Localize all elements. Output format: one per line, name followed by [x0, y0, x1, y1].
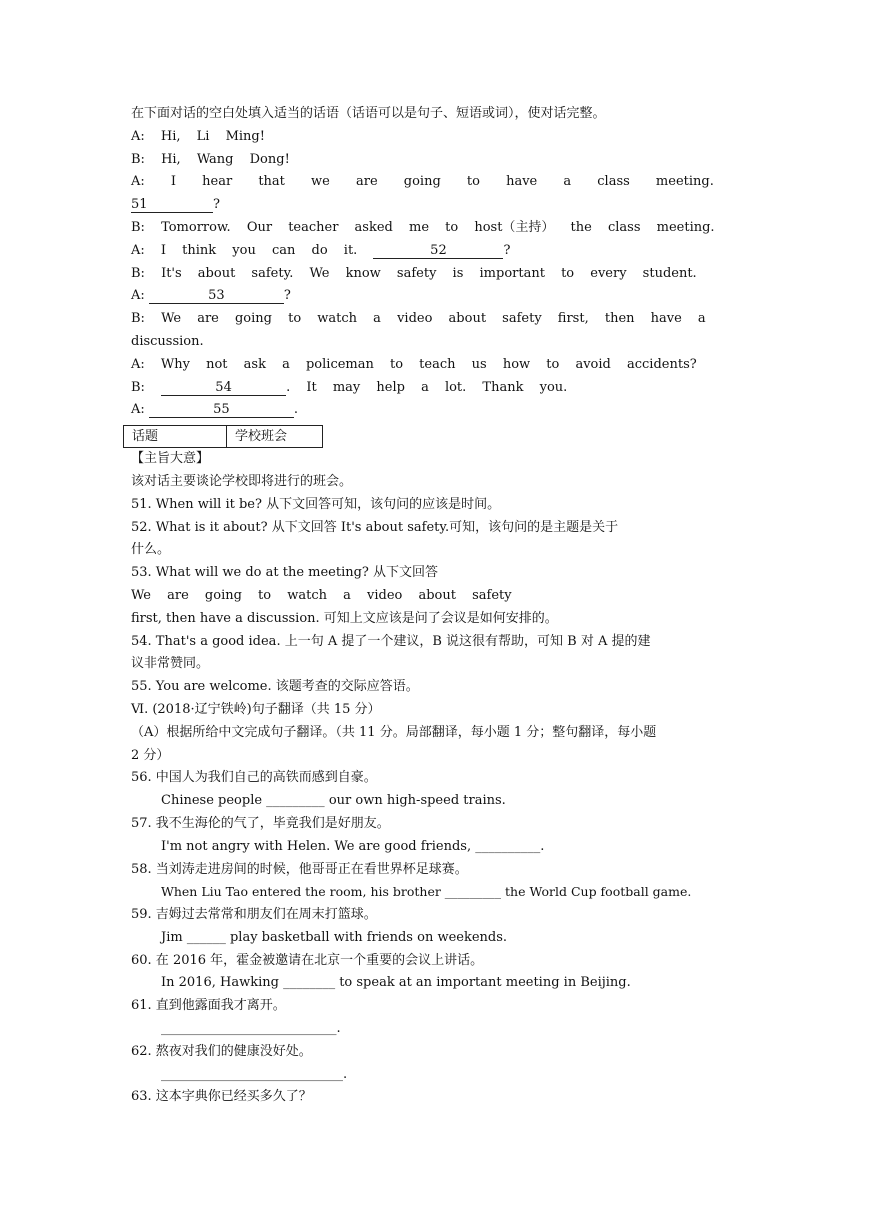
answer-52-cont: 什么。 — [131, 542, 171, 558]
question-62-en: ____________________________. — [161, 1066, 348, 1082]
dialog-line: B: It's about safety. We know safety is important to every student. — [131, 265, 697, 281]
question-57-en: I'm not angry with Helen. We are good friends, __________. — [161, 838, 545, 854]
blank-52: 52 — [373, 243, 503, 259]
dialog-line: A: Hi, Li Ming! — [131, 128, 265, 144]
question-58-en: When Liu Tao entered the room, his brother _________ the World Cup football game. — [161, 884, 692, 900]
dialog-text: A: I think you can do it. — [131, 242, 358, 258]
dialog-line: B: Tomorrow. Our teacher asked me to host（主持） the class meeting. — [131, 219, 715, 235]
question-59-en: Jim ______ play basketball with friends on weekends. — [161, 929, 508, 945]
answer-55: 55. You are welcome. 该题考查的交际应答语。 — [131, 679, 419, 695]
question-60-cn: 60. 在 2016 年，霍金被邀请在北京一个重要的会议上讲话。 — [131, 952, 484, 968]
dialog-line — [131, 194, 741, 217]
topic-table — [123, 425, 323, 448]
blank-55: 55 — [149, 402, 294, 418]
blank-53: 53 — [149, 288, 284, 304]
dialog-line — [131, 285, 741, 308]
topic-label: 话题 — [124, 426, 227, 447]
answer-53: 53. What will we do at the meeting? 从下文回答 — [131, 565, 439, 581]
dialog-line: discussion. — [131, 333, 204, 349]
dialog-line: B: Hi, Wang Dong! — [131, 151, 290, 167]
analysis-heading: 【主旨大意】 — [131, 451, 210, 467]
instruction: 在下面对话的空白处填入适当的话语（话语可以是句子、短语或词），使对话完整。 — [131, 106, 606, 121]
dialog-line — [131, 377, 741, 400]
dialog-line: A: I hear that we are going to have a class meeting. — [131, 174, 714, 190]
dialog-text: B: — [131, 379, 145, 395]
question-61-cn: 61. 直到他露面我才离开。 — [131, 998, 286, 1014]
section-title: Ⅵ. (2018·辽宁铁岭)句子翻译（共 15 分） — [131, 701, 381, 717]
question-56-cn: 56. 中国人为我们自己的高铁而感到自豪。 — [131, 770, 377, 786]
section-instruction-cont: 2 分） — [131, 747, 170, 763]
topic-value: 学校班会 — [235, 429, 288, 445]
answer-52: 52. What is it about? 从下文回答 It's about safety.可知，该句问的是主题是关于 — [131, 519, 619, 535]
worksheet-page — [131, 103, 741, 1109]
answer-53-cont: We are going to watch a video about safety — [131, 587, 512, 603]
question-63-cn: 63. 这本字典你已经买多久了？ — [131, 1089, 312, 1105]
answer-51: 51. When will it be? 从下文回答可知，该句问的应该是时间。 — [131, 496, 501, 512]
punct: . — [293, 402, 299, 418]
dialog-text: A: — [131, 288, 145, 304]
question-60-en: In 2016, Hawking ________ to speak at an important meeting in Beijing. — [161, 975, 631, 991]
blank-54: 54 — [161, 380, 286, 396]
dialog-line: A: Why not ask a policeman to teach us how to avoid accidents? — [131, 356, 697, 372]
blank-51: 51 — [131, 197, 213, 213]
analysis-summary: 该对话主要谈论学校即将进行的班会。 — [131, 473, 353, 489]
dialog-line — [131, 399, 741, 422]
question-57-cn: 57. 我不生海伦的气了，毕竟我们是好朋友。 — [131, 815, 390, 831]
question-59-cn: 59. 吉姆过去常常和朋友们在周末打篮球。 — [131, 907, 377, 923]
dialog-line: B: We are going to watch a video about safety first, then have a — [131, 311, 706, 327]
question-56-en: Chinese people _________ our own high-speed trains. — [161, 793, 506, 809]
question-62-cn: 62. 熬夜对我们的健康没好处。 — [131, 1043, 312, 1059]
punct: ? — [213, 197, 220, 213]
answer-54-cont: 议非常赞同。 — [131, 656, 210, 672]
dialog-text: A: — [131, 402, 145, 418]
question-58-cn: 58. 当刘涛走进房间的时候，他哥哥正在看世界杯足球赛。 — [131, 861, 468, 877]
punct: ? — [283, 288, 291, 304]
answer-53-cont: first, then have a discussion. 可知上文应该是问了会议是如何安排的。 — [131, 610, 558, 626]
question-61-en: ___________________________. — [161, 1021, 341, 1037]
punct: ? — [503, 242, 511, 258]
dialog-text: . It may help a lot. Thank you. — [286, 379, 568, 395]
dialog-line — [131, 240, 741, 263]
answer-54: 54. That's a good idea. 上一句 A 提了一个建议，B 说这很有帮助，可知 B 对 A 提的建 — [131, 633, 651, 649]
section-instruction: （A）根据所给中文完成句子翻译。（共 11 分。局部翻译，每小题 1 分；整句翻译，每小题 — [131, 724, 657, 740]
